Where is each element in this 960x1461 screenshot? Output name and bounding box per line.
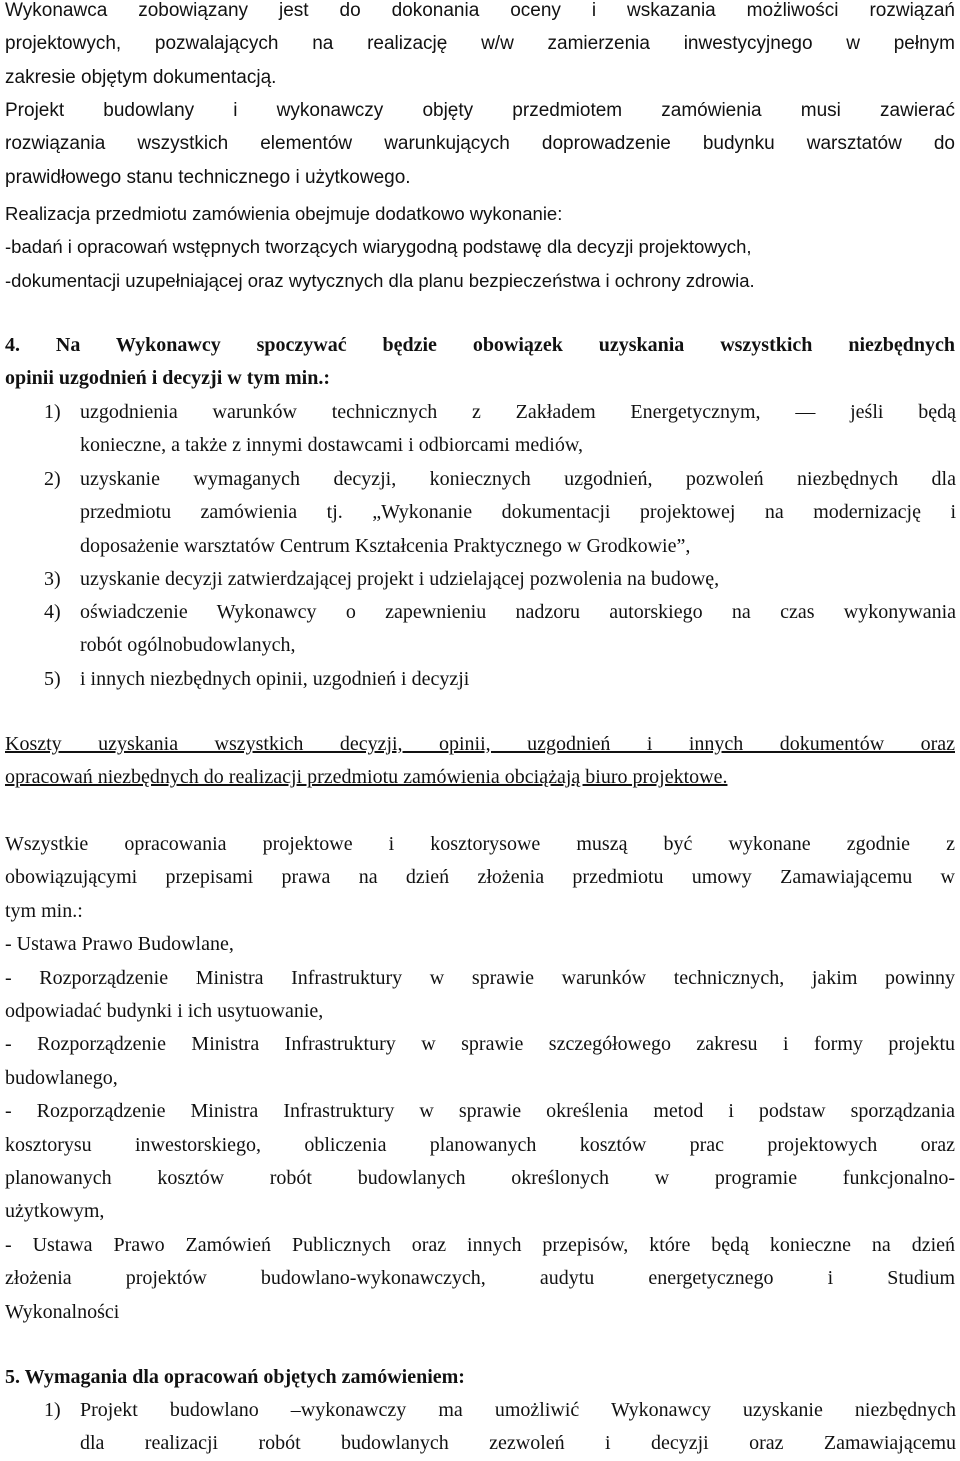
scope-paragraph	[5, 197, 955, 297]
regulations-line: - Ustawa Prawo Budowlane,	[5, 933, 234, 956]
scope-line: -badań i opracowań wstępnych tworzących wiarygodną podstawę dla decyzji projektowych,	[5, 236, 752, 258]
item-line: oświadczenie Wykonawcy o zapewnieniu nadzoru autorskiego na czas wykonywania	[80, 601, 956, 623]
item-number: 2)	[44, 468, 61, 490]
regulations-line: kosztorysu inwestorskiego, obliczenia planowanych kosztów prac projektowych oraz	[5, 1133, 955, 1156]
item-line: uzyskanie decyzji zatwierdzającej projekt i udzielającej pozwolenia na budowę,	[80, 568, 720, 590]
project-line: Projekt budowlany i wykonawczy objęty przedmiotem zamówienia musi zawierać	[5, 100, 955, 121]
item-line: Projekt budowlano –wykonawczy ma umożliwić Wykonawcy uzyskanie niezbędnych	[80, 1399, 956, 1421]
item-line: robót ogólnobudowlanych,	[80, 634, 296, 657]
scope-line: Realizacja przedmiotu zamówienia obejmuje dodatkowo wykonanie:	[5, 203, 563, 224]
scope-line: -dokumentacji uzupełniającej oraz wytycznych dla planu bezpieczeństwa i ochrony zdrowia.	[5, 269, 755, 291]
section-4-heading	[5, 329, 955, 396]
project-line: prawidłowego stanu technicznego i użytkowego.	[5, 166, 411, 188]
regulations-line: złożenia projektów budowlano-wykonawczych, audytu energetycznego i Studium	[5, 1267, 955, 1290]
costs-paragraph	[5, 728, 955, 795]
regulations-line: użytkowym,	[5, 1200, 105, 1223]
costs-line: Koszty uzyskania wszystkich decyzji, opinii, uzgodnień i innych dokumentów oraz	[5, 733, 955, 755]
regulations-line: - Rozporządzenie Ministra Infrastruktury w sprawie szczegółowego zakresu i formy projektu	[5, 1033, 955, 1056]
section-5-heading	[5, 1361, 955, 1394]
costs-line: opracowań niezbędnych do realizacji przedmiotu zamówienia obciążają biuro projektowe.	[5, 766, 728, 789]
intro-line: Wykonawca zobowiązany jest do dokonania oceny i wskazania możliwości rozwiązań	[5, 0, 955, 21]
regulations-line: - Ustawa Prawo Zamówień Publicznych oraz innych przepisów, które będą konieczne na dzień	[5, 1233, 955, 1256]
regulations-line: planowanych kosztów robót budowlanych określonych w programie funkcjonalno-	[5, 1167, 955, 1190]
heading-line: 5. Wymagania dla opracowań objętych zamówieniem:	[5, 1366, 465, 1388]
item-number: 5)	[44, 668, 61, 690]
item-line: konieczne, a także z innymi dostawcami i odbiorcami mediów,	[80, 434, 583, 457]
item-line: dla realizacji robót budowlanych zezwoleń i decyzji oraz Zamawiającemu	[80, 1432, 956, 1455]
regulations-paragraph	[5, 828, 955, 1329]
heading-line: opinii uzgodnień i decyzji w tym min.:	[5, 367, 331, 390]
item-number: 1)	[44, 401, 61, 423]
item-number: 3)	[44, 568, 61, 590]
regulations-line: budowlanego,	[5, 1066, 118, 1089]
item-number: 4)	[44, 601, 61, 623]
item-line: przedmiotu zamówienia tj. „Wykonanie dokumentacji projektowej na modernizację i	[80, 501, 956, 524]
item-line: i innych niezbędnych opinii, uzgodnień i decyzji	[80, 668, 470, 690]
project-paragraph	[5, 94, 955, 194]
item-line: uzgodnienia warunków technicznych z Zakładem Energetycznym, — jeśli będą	[80, 401, 956, 423]
item-line: uzyskanie wymaganych decyzji, koniecznych uzgodnień, pozwoleń niezbędnych dla	[80, 468, 956, 490]
intro-paragraph	[5, 0, 955, 94]
heading-line: 4. Na Wykonawcy spoczywać będzie obowiązek uzyskania wszystkich niezbędnych	[5, 334, 955, 356]
regulations-line: tym min.:	[5, 899, 83, 922]
regulations-line: Wszystkie opracowania projektowe i kosztorysowe muszą być wykonane zgodnie z	[5, 833, 955, 855]
regulations-line: odpowiadać budynki i ich usytuowanie,	[5, 1000, 324, 1023]
project-line: rozwiązania wszystkich elementów warunkujących doprowadzenie budynku warsztatów do	[5, 133, 955, 155]
intro-line: zakresie objętym dokumentacją.	[5, 66, 277, 88]
item-line: doposażenie warsztatów Centrum Kształcenia Praktycznego w Grodkowie”,	[80, 534, 691, 557]
regulations-line: - Rozporządzenie Ministra Infrastruktury w sprawie określenia metod i podstaw sporządzania	[5, 1100, 955, 1123]
regulations-line: obowiązującymi przepisami prawa na dzień złożenia przedmiotu umowy Zamawiającemu w	[5, 866, 955, 889]
regulations-line: - Rozporządzenie Ministra Infrastruktury w sprawie warunków technicznych, jakim powinny	[5, 966, 955, 989]
item-number: 1)	[44, 1399, 61, 1421]
intro-line: projektowych, pozwalających na realizację w/w zamierzenia inwestycyjnego w pełnym	[5, 33, 955, 55]
regulations-line: Wykonalności	[5, 1300, 120, 1323]
